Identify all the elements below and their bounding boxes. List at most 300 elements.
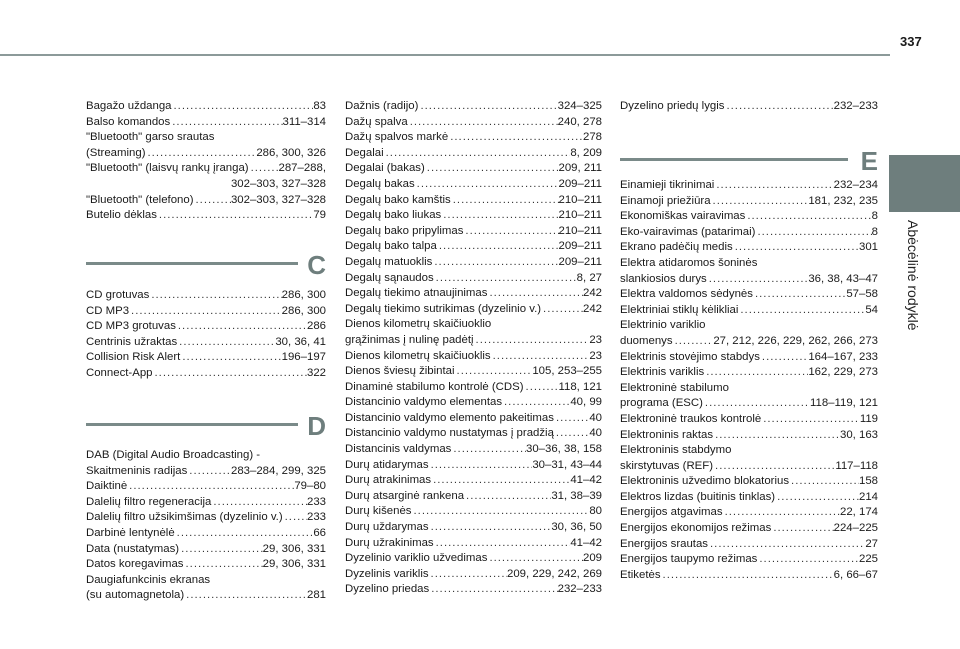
index-entry bbox=[345, 208, 602, 224]
entry-row bbox=[345, 426, 602, 442]
entry-label: Durų atidarymas bbox=[345, 458, 429, 471]
dot-leader bbox=[661, 568, 834, 584]
entry-pages: 29, 306, 331 bbox=[262, 542, 326, 555]
entry-row bbox=[620, 194, 878, 210]
entry-label: Ekonomiškas vairavimas bbox=[620, 210, 746, 223]
index-entry bbox=[345, 193, 602, 209]
dot-leader bbox=[429, 582, 557, 598]
entry-pages: 162, 229, 273 bbox=[808, 366, 878, 379]
entry-row bbox=[86, 350, 326, 366]
entry-pages: 57–58 bbox=[846, 288, 878, 301]
dot-leader bbox=[524, 380, 559, 396]
entry-label-line: Elektroninė stabilumo bbox=[620, 381, 729, 394]
dot-leader bbox=[554, 426, 589, 442]
dot-leader bbox=[211, 495, 307, 511]
entry-row bbox=[86, 526, 326, 542]
entry-row bbox=[86, 99, 326, 115]
dot-leader bbox=[708, 537, 865, 553]
entry-row bbox=[345, 302, 602, 318]
entry-label: Elektrinis variklis bbox=[620, 366, 705, 379]
entry-row bbox=[86, 557, 326, 573]
entry-label: (su automagnetola) bbox=[86, 589, 185, 602]
index-entry bbox=[345, 536, 602, 552]
entry-label: Degalų tiekimo sutrikimas (dyzelinio v.) bbox=[345, 302, 542, 315]
entry-label: Centrinis užraktas bbox=[86, 335, 178, 348]
entry-pages: 30, 36, 41 bbox=[275, 335, 326, 348]
section-header-e bbox=[620, 146, 878, 176]
entry-row bbox=[86, 193, 326, 209]
dot-leader bbox=[761, 412, 860, 428]
index-entry bbox=[620, 490, 878, 506]
entry-label: Dienos kilometrų skaičiuoklis bbox=[345, 349, 491, 362]
entry-row bbox=[345, 224, 602, 240]
index-entry bbox=[345, 504, 602, 520]
dot-leader bbox=[187, 464, 231, 480]
dot-leader bbox=[487, 551, 583, 567]
entry-row bbox=[620, 99, 878, 115]
entry-row bbox=[620, 334, 878, 350]
dot-leader bbox=[176, 319, 307, 335]
index-entry bbox=[345, 161, 602, 177]
dot-leader bbox=[432, 255, 558, 271]
entry-pages: 31, 38–39 bbox=[551, 489, 602, 502]
index-entry bbox=[620, 350, 878, 366]
dot-leader bbox=[175, 526, 314, 542]
entry-pages: 209–211 bbox=[558, 255, 602, 268]
entry-pages: 66 bbox=[313, 526, 326, 539]
section-rule bbox=[86, 262, 298, 265]
entry-pages: 311–314 bbox=[282, 115, 326, 128]
index-entry bbox=[86, 335, 326, 351]
entry-pages: 117–118 bbox=[835, 459, 878, 472]
entry-pages: 8, 27 bbox=[576, 271, 602, 284]
index-entry bbox=[86, 479, 326, 495]
dot-leader bbox=[180, 350, 281, 366]
entry-label: Dyzelino priedas bbox=[345, 583, 430, 596]
index-entry bbox=[86, 288, 326, 304]
entry-label: grąžinimas į nulinę padėtį bbox=[345, 333, 474, 346]
index-entry bbox=[620, 537, 878, 553]
dot-leader bbox=[491, 349, 590, 365]
entry-row bbox=[620, 428, 878, 444]
entry-row bbox=[345, 130, 602, 146]
entry-label: Ekrano padėčių medis bbox=[620, 241, 733, 254]
entry-pages: 283–284, 299, 325 bbox=[230, 464, 326, 477]
entry-label: Durų kišenės bbox=[345, 505, 412, 518]
entry-pages: 224–225 bbox=[833, 522, 878, 535]
entry-pages: 30–31, 43–44 bbox=[532, 458, 602, 471]
header-rule bbox=[0, 54, 890, 56]
dot-leader bbox=[755, 225, 871, 241]
entry-label: Energijos ekonomijos režimas bbox=[620, 522, 772, 535]
entry-row bbox=[345, 286, 602, 302]
dot-leader bbox=[711, 194, 809, 210]
entry-row bbox=[345, 115, 602, 131]
entry-row bbox=[86, 542, 326, 558]
entry-row bbox=[345, 333, 602, 349]
dot-leader bbox=[415, 177, 559, 193]
entry-row bbox=[620, 225, 878, 241]
entry-pages: 6, 66–67 bbox=[833, 568, 878, 581]
index-entry bbox=[620, 178, 878, 194]
index-entry bbox=[345, 177, 602, 193]
dot-leader bbox=[753, 287, 846, 303]
index-entry bbox=[620, 381, 878, 412]
index-entry bbox=[345, 473, 602, 489]
entry-label: Degalų bako kamštis bbox=[345, 193, 451, 206]
entry-pages: 278 bbox=[582, 131, 602, 144]
entry-pages: 209, 211 bbox=[558, 162, 602, 175]
index-entry bbox=[345, 349, 602, 365]
index-entry bbox=[620, 287, 878, 303]
index-entry bbox=[86, 130, 326, 161]
entry-label: duomenys bbox=[620, 334, 673, 347]
dot-leader bbox=[127, 479, 294, 495]
entry-row bbox=[345, 177, 602, 193]
entry-row bbox=[620, 209, 878, 225]
entry-row bbox=[86, 288, 326, 304]
entry-label-line: Elektrinio variklio bbox=[620, 319, 706, 332]
index-entry bbox=[345, 364, 602, 380]
entry-row bbox=[345, 380, 602, 396]
entry-label-line: DAB (Digital Audio Broadcasting) - bbox=[86, 449, 261, 461]
entry-pages: 286, 300 bbox=[281, 289, 326, 301]
entry-row bbox=[620, 537, 878, 553]
index-list bbox=[620, 99, 878, 115]
entry-pages: 41–42 bbox=[570, 536, 602, 549]
entry-row bbox=[345, 349, 602, 365]
entry-pages: 233 bbox=[306, 495, 326, 508]
index-entry bbox=[620, 412, 878, 428]
dot-leader bbox=[429, 520, 552, 536]
index-entry bbox=[620, 194, 878, 210]
entry-label: Durų atsarginė rankena bbox=[345, 489, 465, 502]
index-entry bbox=[620, 209, 878, 225]
entry-pages: 8 bbox=[871, 225, 878, 238]
entry-label: Balso komandos bbox=[86, 115, 171, 128]
entry-row bbox=[620, 459, 878, 475]
index-entry bbox=[86, 448, 326, 479]
entry-pages: 118–119, 121 bbox=[810, 397, 878, 410]
index-entry bbox=[86, 526, 326, 542]
entry-pages: 214 bbox=[858, 490, 878, 503]
entry-row bbox=[345, 489, 602, 505]
entry-pages: 225 bbox=[858, 553, 878, 566]
dot-leader bbox=[455, 364, 533, 380]
entry-label: Energijos srautas bbox=[620, 537, 709, 550]
section-header-d bbox=[86, 411, 326, 441]
index-entry bbox=[345, 442, 602, 458]
dot-leader bbox=[745, 209, 871, 225]
entry-row bbox=[620, 552, 878, 568]
dot-leader bbox=[170, 115, 282, 131]
entry-pages: 232–233 bbox=[833, 100, 878, 112]
entry-label: Elektroninė traukos kontrolė bbox=[620, 412, 762, 425]
dot-leader bbox=[411, 504, 589, 520]
entry-pages: 322 bbox=[306, 366, 326, 379]
index-entry bbox=[620, 225, 878, 241]
dot-leader bbox=[283, 510, 307, 526]
entry-row bbox=[345, 520, 602, 536]
entry-label: Einamoji priežiūra bbox=[620, 194, 711, 207]
entry-pages: 209–211 bbox=[558, 177, 602, 190]
entry-pages: 8 bbox=[871, 210, 878, 223]
entry-pages: 40 bbox=[589, 411, 602, 424]
entry-row bbox=[345, 504, 602, 520]
entry-pages: 286, 300, 326 bbox=[256, 146, 326, 159]
entry-row bbox=[620, 521, 878, 537]
entry-pages: 209 bbox=[582, 552, 602, 565]
index-entry bbox=[620, 303, 878, 319]
entry-row bbox=[86, 115, 326, 131]
entry-pages: 23 bbox=[589, 333, 602, 346]
entry-label: Dinaminė stabilumo kontrolė (CDS) bbox=[345, 380, 524, 393]
dot-leader bbox=[775, 490, 859, 506]
entry-label: Collision Risk Alert bbox=[86, 351, 181, 364]
index-entry bbox=[86, 495, 326, 511]
dot-leader bbox=[502, 395, 570, 411]
entry-row bbox=[345, 551, 602, 567]
entry-label: Distancinio valdymo elementas bbox=[345, 396, 503, 409]
dot-leader bbox=[157, 208, 313, 224]
entry-row bbox=[86, 495, 326, 511]
entry-row bbox=[345, 473, 602, 489]
index-entry bbox=[620, 474, 878, 490]
index-entry bbox=[345, 426, 602, 442]
entry-row bbox=[345, 458, 602, 474]
entry-pages: 232–233 bbox=[557, 583, 602, 596]
entry-pages: 286 bbox=[306, 320, 326, 333]
entry-label-line: Elektra atidaromos šoninės bbox=[620, 256, 758, 269]
entry-label: Durų atrakinimas bbox=[345, 474, 432, 487]
index-entry bbox=[86, 542, 326, 558]
dot-leader bbox=[153, 366, 307, 382]
entry-label: Dažų spalvos markė bbox=[345, 131, 449, 144]
dot-leader bbox=[463, 224, 558, 240]
entry-label: Dalelių filtro regeneracija bbox=[86, 495, 212, 508]
dot-leader bbox=[429, 567, 507, 583]
entry-label: "Bluetooth" (telefono) bbox=[86, 193, 194, 206]
entry-pages: 23 bbox=[589, 349, 602, 362]
index-entry bbox=[620, 521, 878, 537]
index-entry bbox=[620, 240, 878, 256]
dot-leader bbox=[713, 428, 840, 444]
index-list bbox=[86, 288, 326, 382]
index-entry bbox=[86, 115, 326, 131]
entry-label: Connect-App bbox=[86, 366, 153, 379]
entry-pages: 209–211 bbox=[558, 240, 602, 253]
entry-row bbox=[86, 479, 326, 495]
entry-pages: 30, 163 bbox=[839, 428, 878, 441]
entry-label: Durų uždarymas bbox=[345, 521, 429, 534]
entry-row bbox=[620, 178, 878, 194]
dot-leader bbox=[474, 333, 590, 349]
index-entry bbox=[345, 224, 602, 240]
entry-pages: 233 bbox=[306, 511, 326, 524]
entry-row bbox=[620, 474, 878, 490]
section-tab bbox=[889, 155, 960, 212]
entry-pages: 36, 38, 43–47 bbox=[808, 272, 878, 285]
entry-row bbox=[345, 208, 602, 224]
entry-label: Eko-vairavimas (patarimai) bbox=[620, 225, 756, 238]
entry-label: Degalų sąnaudos bbox=[345, 271, 434, 284]
entry-label: CD MP3 bbox=[86, 304, 130, 317]
dot-leader bbox=[129, 304, 282, 320]
dot-leader bbox=[724, 99, 833, 115]
entry-label-line: Daugiafunkcinis ekranas bbox=[86, 573, 211, 586]
index-entry bbox=[86, 304, 326, 320]
entry-label: Elektrinis stovėjimo stabdys bbox=[620, 350, 760, 363]
entry-row bbox=[345, 146, 602, 162]
entry-row bbox=[86, 464, 326, 480]
index-entry bbox=[345, 395, 602, 411]
entry-row bbox=[345, 442, 602, 458]
entry-pages: 8, 209 bbox=[570, 146, 602, 159]
index-entry bbox=[345, 489, 602, 505]
entry-pages-continued: 302–303, 327–328 bbox=[230, 177, 326, 190]
dot-leader bbox=[771, 521, 833, 537]
entry-row bbox=[620, 505, 878, 521]
entry-pages: 301 bbox=[858, 241, 878, 254]
entry-label: Elektros lizdas (buitinis tinklas) bbox=[620, 490, 776, 503]
index-entry bbox=[345, 239, 602, 255]
entry-pages: 27 bbox=[865, 537, 878, 550]
dot-leader bbox=[418, 99, 557, 115]
index-list bbox=[345, 99, 602, 598]
index-entry bbox=[86, 350, 326, 366]
entry-row bbox=[620, 303, 878, 319]
dot-leader bbox=[738, 303, 865, 319]
entry-pages: 158 bbox=[858, 475, 878, 488]
entry-row bbox=[86, 366, 326, 382]
dot-leader bbox=[177, 335, 275, 351]
entry-label: Degalų matuoklis bbox=[345, 255, 433, 268]
entry-label: Dažų spalva bbox=[345, 115, 408, 128]
section-rule bbox=[86, 423, 298, 426]
entry-label: CD grotuvas bbox=[86, 289, 150, 301]
entry-label: Daiktinė bbox=[86, 480, 128, 493]
entry-row bbox=[620, 396, 878, 412]
entry-row bbox=[345, 411, 602, 427]
entry-pages: 242 bbox=[582, 302, 602, 315]
page-number: 337 bbox=[900, 34, 922, 49]
entry-label: Skaitmeninis radijas bbox=[86, 464, 188, 477]
index-entry bbox=[345, 146, 602, 162]
index-entry bbox=[620, 256, 878, 287]
index-list bbox=[86, 448, 326, 604]
entry-label: Elektroninis raktas bbox=[620, 428, 714, 441]
entry-pages: 80 bbox=[589, 505, 602, 518]
entry-label: Degalų bako pripylimas bbox=[345, 224, 464, 237]
dot-leader bbox=[487, 286, 583, 302]
entry-row bbox=[86, 304, 326, 320]
dot-leader bbox=[146, 146, 257, 162]
entry-label: slankiosios durys bbox=[620, 272, 707, 285]
entry-row bbox=[86, 146, 326, 162]
dot-leader bbox=[451, 193, 559, 209]
entry-pages: 210–211 bbox=[558, 209, 602, 222]
index-entry bbox=[620, 99, 878, 115]
index-entry bbox=[345, 286, 602, 302]
dot-leader bbox=[184, 588, 307, 604]
index-list bbox=[86, 99, 326, 224]
entry-row bbox=[345, 536, 602, 552]
dot-leader bbox=[408, 115, 558, 131]
entry-pages: 40, 99 bbox=[570, 396, 602, 409]
entry-pages: 83 bbox=[313, 100, 326, 112]
entry-label: Degalų bako liukas bbox=[345, 209, 442, 222]
dot-leader bbox=[384, 146, 571, 162]
index-entry bbox=[620, 552, 878, 568]
dot-leader bbox=[713, 459, 835, 475]
entry-label: Dažnis (radijo) bbox=[345, 100, 419, 112]
dot-leader bbox=[704, 365, 808, 381]
entry-label: Distancinio valdymo nustatymas į pradžią bbox=[345, 427, 554, 440]
entry-label: Elektriniai stiklų kėlikliai bbox=[620, 303, 739, 316]
entry-label: Butelio dėklas bbox=[86, 209, 157, 222]
section-tab-label: Abėcėlinė rodyklė bbox=[905, 220, 921, 331]
entry-row bbox=[620, 272, 878, 288]
entry-pages: 242 bbox=[582, 287, 602, 300]
entry-label: Darbinė lentynėlė bbox=[86, 526, 175, 539]
dot-leader bbox=[172, 99, 314, 115]
index-entry bbox=[620, 568, 878, 584]
entry-pages: 79–80 bbox=[294, 480, 326, 493]
entry-row bbox=[86, 208, 326, 224]
entry-pages: 118, 121 bbox=[558, 380, 602, 393]
entry-label: Degalų tiekimo atnaujinimas bbox=[345, 287, 488, 300]
entry-label: Elektra valdomos sėdynės bbox=[620, 288, 753, 301]
dot-leader bbox=[757, 552, 859, 568]
entry-row bbox=[345, 99, 602, 115]
dot-leader bbox=[434, 536, 571, 552]
entry-row bbox=[345, 161, 602, 177]
index-entry bbox=[86, 557, 326, 573]
index-entry bbox=[345, 130, 602, 146]
entry-row bbox=[620, 412, 878, 428]
entry-label: Einamieji tikrinimai bbox=[620, 179, 715, 191]
section-letter: E bbox=[860, 146, 878, 176]
entry-label-line: Dienos kilometrų skaičiuoklio bbox=[345, 318, 492, 331]
entry-pages: 27, 212, 226, 229, 262, 266, 273 bbox=[713, 334, 878, 347]
index-entry bbox=[345, 458, 602, 474]
section-rule bbox=[620, 158, 848, 161]
entry-label: Durų užrakinimas bbox=[345, 536, 434, 549]
entry-pages: 30–36, 38, 158 bbox=[525, 443, 602, 456]
entry-row bbox=[86, 319, 326, 335]
entry-row bbox=[620, 287, 878, 303]
entry-label-line: "Bluetooth" garso srautas bbox=[86, 131, 215, 144]
entry-label: Elektroninis užvedimo blokatorius bbox=[620, 475, 790, 488]
entry-pages: 210–211 bbox=[558, 224, 602, 237]
entry-pages: 286, 300 bbox=[281, 304, 326, 317]
dot-leader bbox=[441, 208, 558, 224]
index-entry bbox=[345, 99, 602, 115]
index-entry bbox=[345, 380, 602, 396]
index-entry bbox=[620, 505, 878, 521]
entry-pages: 79 bbox=[313, 209, 326, 222]
entry-pages: 181, 232, 235 bbox=[808, 194, 878, 207]
entry-pages: 54 bbox=[865, 303, 878, 316]
index-entry bbox=[345, 271, 602, 287]
dot-leader bbox=[464, 489, 551, 505]
entry-label: Degalų bako talpa bbox=[345, 240, 437, 253]
entry-pages: 302–303, 327–328 bbox=[230, 193, 326, 206]
index-entry bbox=[345, 317, 602, 348]
entry-row bbox=[620, 568, 878, 584]
entry-row bbox=[86, 588, 326, 604]
index-entry bbox=[345, 551, 602, 567]
